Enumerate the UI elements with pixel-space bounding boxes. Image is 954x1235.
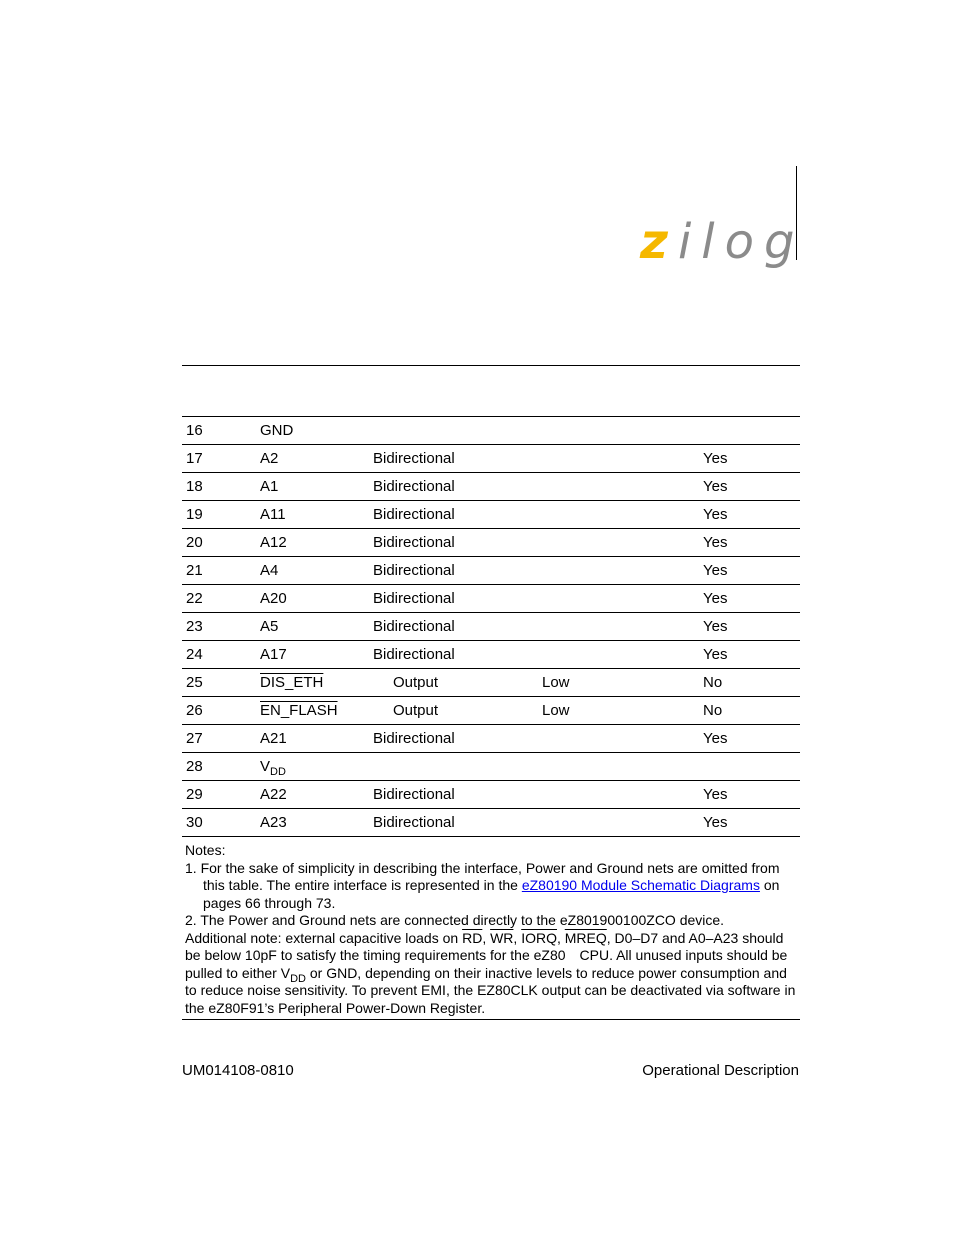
tristate-flag: Yes (703, 786, 728, 803)
signal-name: A4 (260, 562, 279, 579)
signal-direction: Bidirectional (373, 478, 455, 495)
signal-subscript: DD (270, 766, 286, 778)
pin-number: 29 (186, 786, 203, 803)
note-2: 2. The Power and Ground nets are connected directly to the eZ801900100ZCO device. (185, 912, 725, 928)
pin-number: 16 (186, 422, 203, 439)
signal-name: A21 (260, 730, 287, 747)
signal-name: A12 (260, 534, 287, 551)
additional-note-text: CPU. All unused inputs should be pulled to either V (185, 947, 788, 981)
pin-number: 28 (186, 758, 203, 775)
signal-direction: Bidirectional (373, 730, 455, 747)
active-level: Low (542, 674, 570, 691)
tristate-flag: Yes (703, 590, 728, 607)
signal-name: A17 (260, 646, 287, 663)
signal-direction: Bidirectional (373, 618, 455, 635)
additional-note-text: , D0–D7 and A0–A23 should be below 10pF to satisfy the timing requirements for the eZ80 (185, 929, 784, 963)
tristate-flag: Yes (703, 618, 728, 635)
signal-direction: Bidirectional (373, 814, 455, 831)
additional-note-text: or GND, depending on their inactive levels to reduce power consumption and to reduce noise sensitivity. To prevent EMI, the EZ80CLK output can be deactivated via software in the eZ80F91’s Peripheral Power-Down Register. (185, 964, 796, 1016)
signal-direction: Bidirectional (373, 562, 455, 579)
pin-table (182, 416, 800, 837)
logo-text: ilog (677, 214, 805, 270)
pin-number: 21 (186, 562, 203, 579)
table-row (182, 753, 800, 781)
pin-number: 26 (186, 702, 203, 719)
tristate-flag: Yes (703, 534, 728, 551)
separator: , (556, 929, 565, 946)
signal-name: DIS_ETH (260, 674, 324, 691)
zilog-logo (640, 212, 804, 272)
signal-rd: $\overline{RD}$ (462, 929, 483, 946)
table-row (182, 473, 800, 501)
signal-name: A22 (260, 786, 287, 803)
separator: , (482, 929, 491, 946)
table-row (182, 557, 800, 585)
additional-note-text: Additional note: external capacitive loads on (185, 929, 463, 946)
table-notes (182, 842, 800, 1017)
tristate-flag: Yes (703, 646, 728, 663)
section-title: Operational Description (642, 1062, 799, 1079)
pin-number: 22 (186, 590, 203, 607)
signal-name: A20 (260, 590, 287, 607)
table-row (182, 641, 800, 669)
pin-number: 18 (186, 478, 203, 495)
pin-number: 19 (186, 506, 203, 523)
signal-direction: Bidirectional (373, 450, 455, 467)
table-row (182, 725, 800, 753)
signal-direction: Bidirectional (373, 646, 455, 663)
schematic-link[interactable]: eZ80190 Module Schematic Diagrams (521, 877, 760, 893)
tristate-flag: Yes (703, 478, 728, 495)
separator: , (513, 929, 522, 946)
logo-z: z (640, 214, 678, 270)
tristate-flag: Yes (703, 562, 728, 579)
table-row (182, 781, 800, 809)
signal-wr: $\overline{WR}$ (490, 929, 514, 946)
note-1-text-end: on pages 66 through 73. (203, 877, 780, 911)
active-level: Low (542, 702, 570, 719)
signal-direction: Bidirectional (373, 786, 455, 803)
note-1 (182, 860, 800, 913)
table-row (182, 809, 800, 837)
signal-base: V (260, 758, 271, 775)
notes-rule (182, 1019, 800, 1020)
tristate-flag: Yes (703, 450, 728, 467)
table-row (182, 529, 800, 557)
signal-name: A2 (260, 450, 279, 467)
tristate-flag: Yes (703, 730, 728, 747)
table-row (182, 669, 800, 697)
tristate-flag: No (703, 702, 723, 719)
signal-direction: Bidirectional (373, 534, 455, 551)
additional-note (182, 930, 800, 1018)
document-number: UM014108-0810 (182, 1062, 294, 1079)
notes-heading: Notes: (185, 842, 226, 858)
pin-number: 23 (186, 618, 203, 635)
table-row (182, 613, 800, 641)
table-row (182, 585, 800, 613)
signal-name: A11 (260, 506, 286, 523)
table-row (182, 697, 800, 725)
pin-number: 24 (186, 646, 203, 663)
signal-iorq: IORQ (521, 929, 557, 946)
vdd-subscript: DD (290, 972, 306, 985)
signal-direction: Output (393, 702, 439, 719)
note-1-text: 1. For the sake of simplicity in describing the interface, Power and Ground nets are omitted from this table. The entire interface is represented in the (185, 859, 780, 893)
tristate-flag: No (703, 674, 723, 691)
tristate-flag: Yes (703, 506, 728, 523)
table-row (182, 445, 800, 473)
signal-name: A1 (260, 478, 279, 495)
pin-number: 30 (186, 814, 203, 831)
signal-mreq: MREQ (564, 929, 607, 946)
signal-name: GND (260, 422, 294, 439)
signal-name: A23 (260, 814, 287, 831)
tristate-flag: Yes (703, 814, 728, 831)
signal-name: EN_FLASH (260, 702, 338, 719)
pin-number: 27 (186, 730, 203, 747)
signal-name (260, 758, 286, 778)
pin-number: 25 (186, 674, 203, 691)
signal-direction: Output (393, 674, 439, 691)
pin-number: 20 (186, 534, 203, 551)
signal-name: A5 (260, 618, 279, 635)
table-row (182, 417, 800, 445)
pin-number: 17 (186, 450, 203, 467)
table-row (182, 501, 800, 529)
header-rule (182, 365, 800, 366)
signal-direction: Bidirectional (373, 506, 455, 523)
signal-direction: Bidirectional (373, 590, 455, 607)
